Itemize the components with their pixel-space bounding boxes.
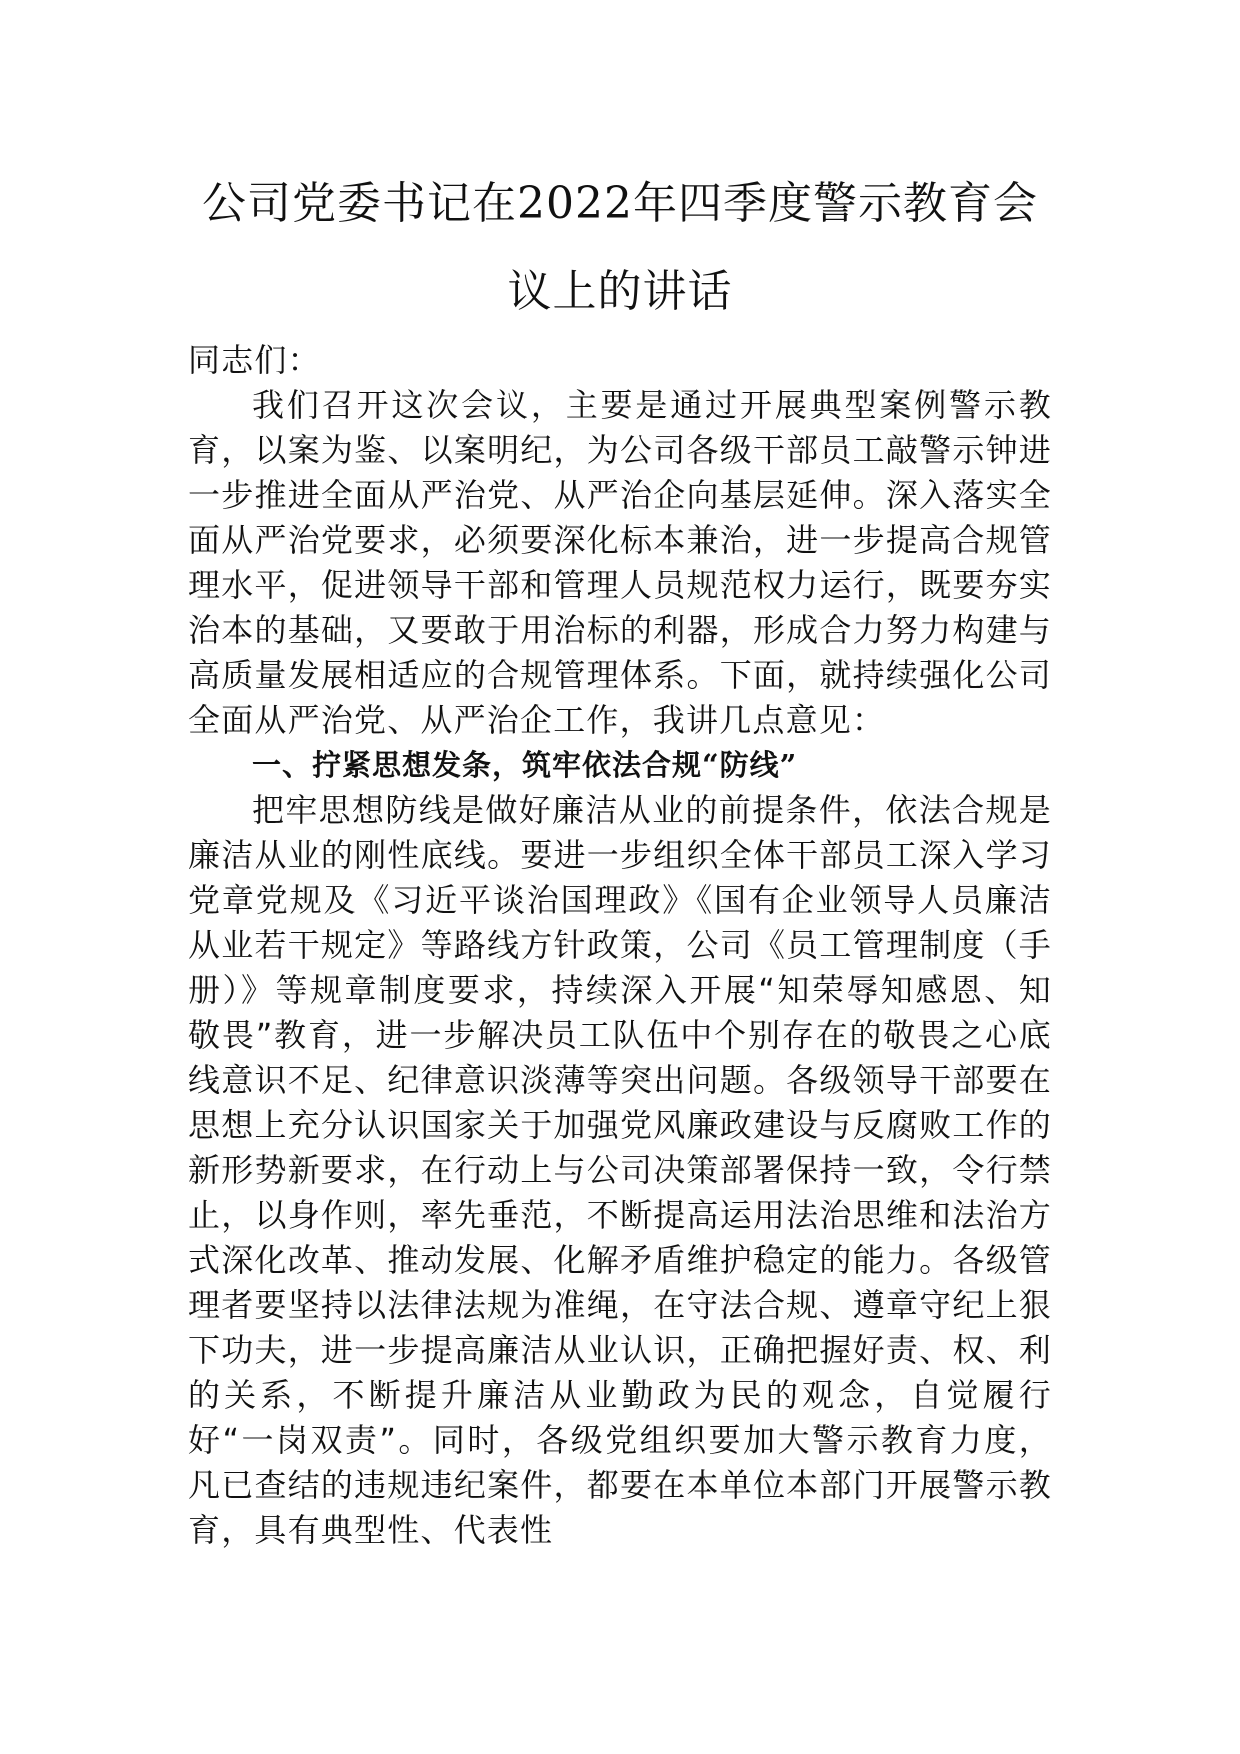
document-body xyxy=(188,338,1052,1553)
document-title: 公司党委书记在2022年四季度警示教育会议上的讲话 xyxy=(202,178,1038,317)
section-1-paragraph: 把牢思想防线是做好廉洁从业的前提条件，依法合规是廉洁从业的刚性底线。要进一步组织全体干部员工深入学习党章党规及《习近平谈治国理政》《国有企业领导人员廉洁从业若干规定》等路线方针政策，公司《员工管理制度（手册）》等规章制度要求，持续深入开展“知荣辱知感恩、知敬畏”教育，进一步解决员工队伍中个别存在的敬畏之心底线意识不足、纪律意识淡薄等突出问题。各级领导干部要在思想上充分认识国家关于加强党风廉政建设与反腐败工作的新形势新要求，在行动上与公司决策部署保持一致，令行禁止，以身作则，率先垂范，不断提高运用法治思维和法治方式深化改革、推动发展、化解矛盾维护稳定的能力。各级管理者要坚持以法律法规为准绳，在守法合规、遵章守纪上狠下功夫，进一步提高廉洁从业认识，正确把握好责、权、利的关系，不断提升廉洁从业勤政为民的观念，自觉履行好“一岗双责”。同时，各级党组织要加大警示教育力度，凡已查结的违规违纪案件，都要在本单位本部门开展警示教育，具有典型性、代表性 xyxy=(188,791,1052,1549)
section-heading-1: 一、拧紧思想发条，筑牢依法合规“防线” xyxy=(252,748,798,782)
salutation: 同志们： xyxy=(188,341,321,379)
intro-paragraph: 我们召开这次会议，主要是通过开展典型案例警示教育，以案为鉴、以案明纪，为公司各级干部员工敲警示钟进一步推进全面从严治党、从严治企向基层延伸。深入落实全面从严治党要求，必须要深化标本兼治，进一步提高合规管理水平，促进领导干部和管理人员规范权力运行，既要夯实治本的基础，又要敢于用治标的利器，形成合力努力构建与高质量发展相适应的合规管理体系。下面，就持续强化公司全面从严治党、从严治企工作，我讲几点意见： xyxy=(188,386,1052,739)
